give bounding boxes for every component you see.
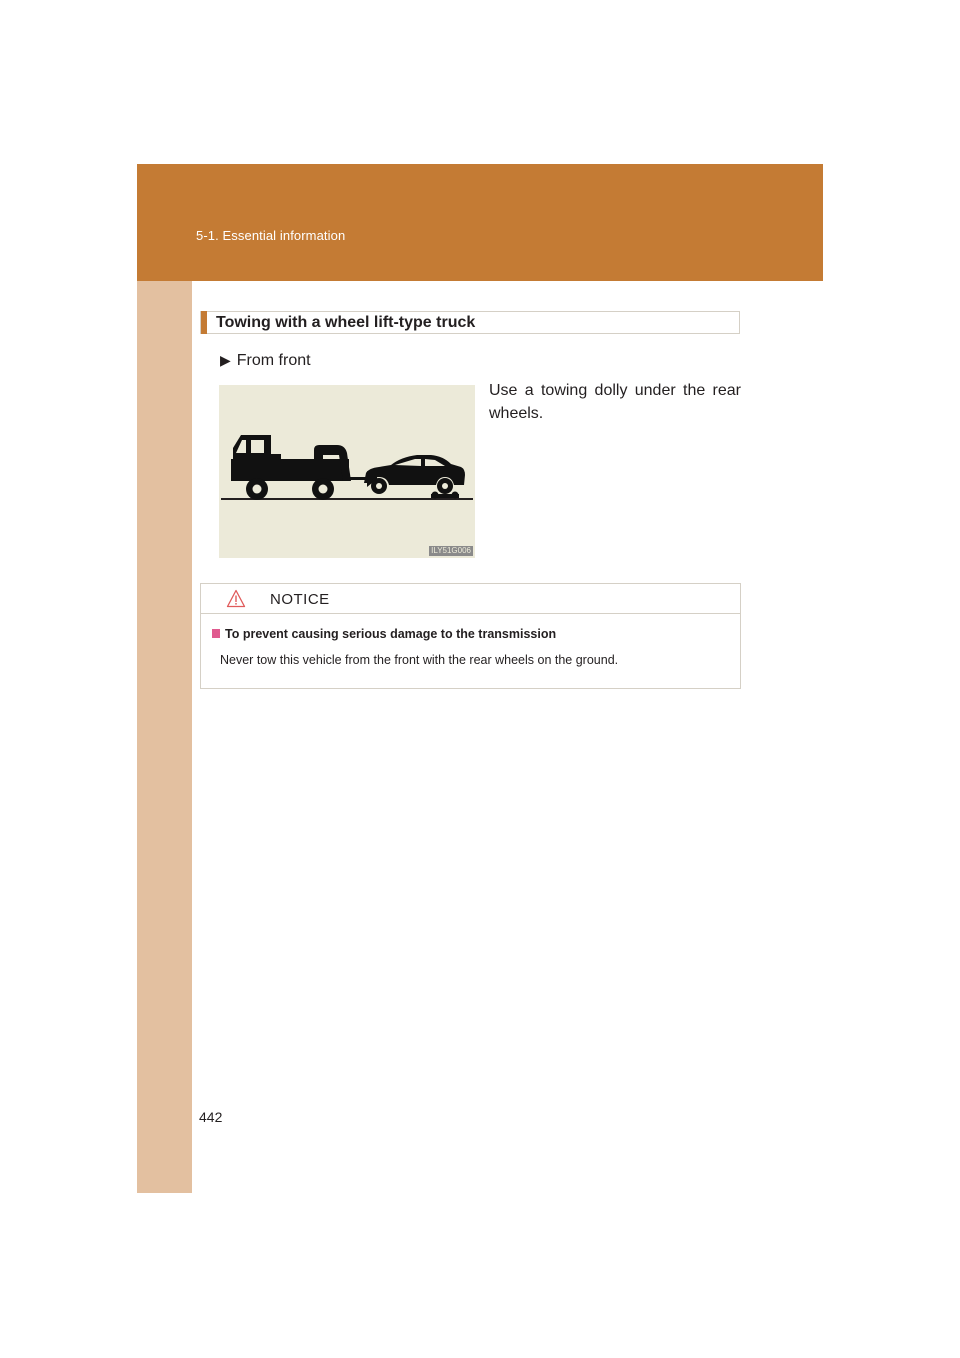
square-bullet-icon <box>212 629 220 638</box>
heading-accent-bar <box>201 311 207 334</box>
notice-item-title <box>212 627 556 641</box>
notice-item-title-text: To prevent causing serious damage to the transmission <box>225 627 557 641</box>
notice-title: NOTICE <box>270 591 330 608</box>
header-band <box>137 164 823 281</box>
section-label: 5-1. Essential information <box>196 228 346 243</box>
section-heading <box>200 311 740 334</box>
page-number: 442 <box>199 1109 223 1125</box>
subheading <box>220 352 311 370</box>
warning-triangle-icon <box>226 589 246 608</box>
subheading-text: From front <box>236 352 311 369</box>
notice-box <box>200 583 741 689</box>
figure-code: ILY51G006 <box>431 546 471 555</box>
tow-truck-drawing <box>219 385 475 558</box>
notice-header <box>201 584 740 614</box>
side-column <box>137 281 192 1193</box>
notice-item-body: Never tow this vehicle from the front with the rear wheels on the ground. <box>220 653 619 667</box>
tow-truck-illustration <box>219 385 475 558</box>
instruction-text: Use a towing dolly under the rear wheels. <box>489 382 741 422</box>
triangle-bullet-icon: ▶ <box>220 352 231 368</box>
section-heading-text: Towing with a wheel lift-type truck <box>216 314 476 331</box>
